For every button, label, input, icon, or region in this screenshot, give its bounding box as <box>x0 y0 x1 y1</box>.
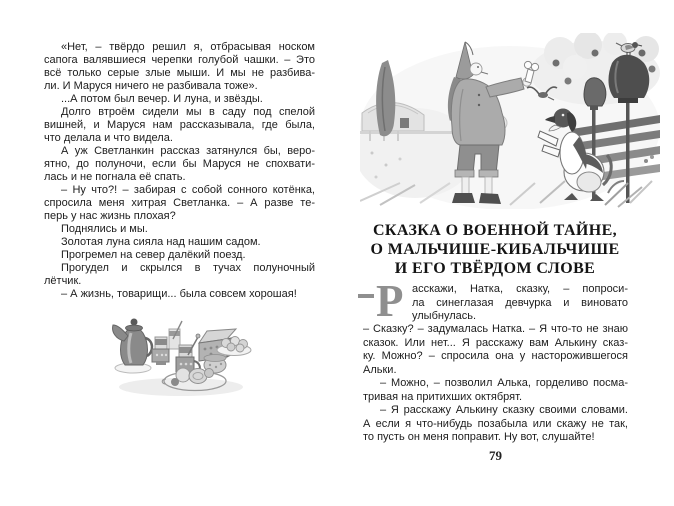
right-page-text <box>363 323 628 445</box>
text-line: – Сказку? – задумалась Натка. – Я что-то не знаю <box>363 323 628 335</box>
text-line: Поднялись и мы. <box>61 223 148 235</box>
text-line: Золотая луна сияла над нашим садом. <box>61 236 261 248</box>
text-line: улыбнулась. <box>412 310 477 322</box>
chapter-title-line: СКАЗКА О ВОЕННОЙ ТАЙНЕ, <box>372 222 618 239</box>
chapter-title <box>361 221 629 278</box>
tea-set-illustration <box>103 313 253 403</box>
text-line: асскажи, Натка, сказку, – попроси- <box>412 283 628 295</box>
text-line: – А жизнь, товарищи... была совсем хорошая! <box>61 288 297 300</box>
drop-cap-letter: Р <box>376 276 404 326</box>
text-line: лась и не погнала её спать. <box>44 171 186 183</box>
text-line: всё только серые злые мыши. И мы не разбива- <box>44 67 315 79</box>
text-line: спросила меня хитрая Светланка. – А разве те- <box>44 197 315 209</box>
text-line: – Можно, – позволил Алька, горделиво посма- <box>380 377 628 389</box>
text-line: ку. Можно? – спросила она у насторожившегося <box>363 350 628 362</box>
opening-paragraph <box>363 276 628 326</box>
text-line: то пусть он меня поправит. Ну вот, слушайте! <box>363 431 595 443</box>
text-line: Долго втроём сидели мы в саду под спелой <box>61 106 315 118</box>
opening-text <box>412 283 628 324</box>
text-line: А уж Светланкин рассказ затянулся бы, веро- <box>61 145 315 157</box>
text-line: перь у нас жизнь плохая? <box>44 210 176 222</box>
text-line: сказок. Или нет... Я расскажу вам Алькину сказ- <box>363 336 628 349</box>
text-line: вишней, и Маруся нам рассказывала, где была, <box>44 119 315 131</box>
text-line: ли. И Маруся ничего не разбивала тоже». <box>44 80 258 92</box>
text-line: А если я что-нибудь позабыла или скажу не так, <box>363 417 628 430</box>
text-line: Прогремел на север далёкий поезд. <box>61 249 246 261</box>
text-line: ятно, до полуночи, если бы Маруся не спохвати- <box>44 158 315 170</box>
text-line: сапога валявшиеся черепки голубой чашки. – Это <box>44 54 315 66</box>
drop-cap <box>358 276 404 326</box>
page-number: 79 <box>489 448 502 463</box>
text-line: тривая на притихших октябрят. <box>363 390 523 403</box>
text-line: – Ну что?! – забирая с собой сонного котёнка, <box>61 184 315 196</box>
text-line: что делала и что видела. <box>44 132 173 144</box>
boy-and-dog-illustration <box>360 33 660 209</box>
text-line: ...А потом был вечер. И луна, и звёзды. <box>61 93 263 105</box>
text-line: ла синеглазая девчурка и виновато <box>412 296 628 309</box>
chapter-title-line: О МАЛЬЧИШЕ-КИБАЛЬЧИШЕ <box>370 241 620 258</box>
text-line: Прогудел и скрылся в тучах полуночный <box>61 262 315 274</box>
chapter-title-line: И ЕГО ТВЁРДОМ СЛОВЕ <box>394 260 596 277</box>
text-line: «Нет, – твёрдо решил я, отбрасывая носком <box>61 41 315 53</box>
dialogue-dash <box>358 294 374 298</box>
text-line: лётчик. <box>44 275 82 287</box>
scene-drawing <box>360 33 660 209</box>
text-line: – Я расскажу Алькину сказку своими словами. <box>380 404 628 416</box>
tea-set-drawing <box>113 319 251 397</box>
text-line: Альки. <box>363 363 397 376</box>
left-page-text <box>44 41 315 301</box>
